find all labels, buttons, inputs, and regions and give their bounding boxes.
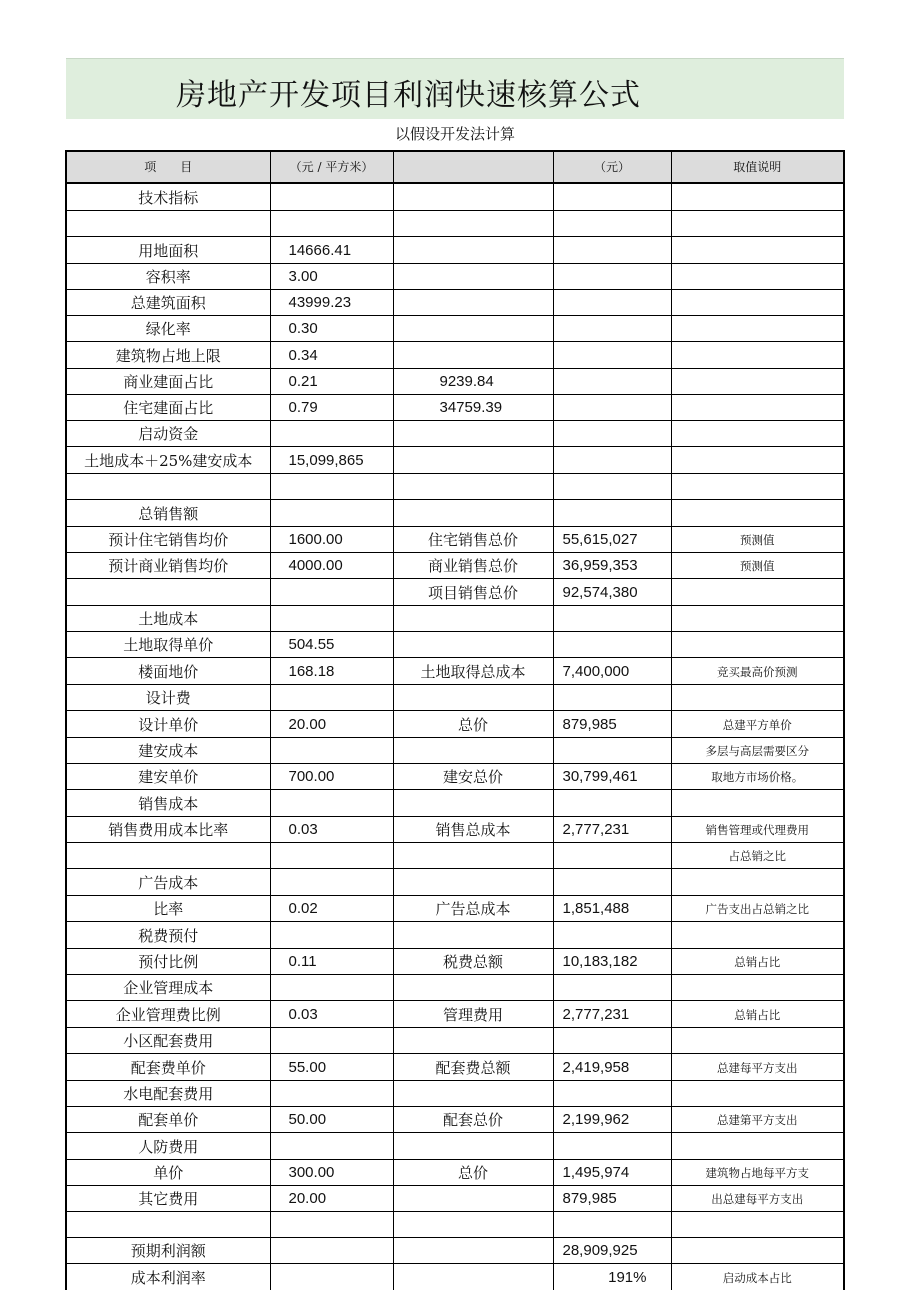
table-row <box>66 237 844 264</box>
row-label: 成本利润率 <box>66 1264 270 1291</box>
table-row <box>66 264 844 290</box>
row-total-value <box>553 869 671 896</box>
row-note: 取地方市场价格。 <box>671 764 844 790</box>
row-total-value: 1,851,488 <box>553 896 671 922</box>
row-note <box>671 211 844 237</box>
row-unit-value: 0.11 <box>270 949 393 975</box>
row-total-value: 30,799,461 <box>553 764 671 790</box>
table-row <box>66 211 844 237</box>
row-note: 广告支出占总销之比 <box>671 896 844 922</box>
row-note: 预测值 <box>671 527 844 553</box>
row-unit-value <box>270 975 393 1001</box>
row-total-value <box>553 1133 671 1160</box>
row-total-value <box>553 237 671 264</box>
row-total-value: 2,199,962 <box>553 1107 671 1133</box>
row-total-value: 36,959,353 <box>553 553 671 579</box>
row-total-value <box>553 500 671 527</box>
row-sub-label <box>393 211 553 237</box>
row-unit-value: 15,099,865 <box>270 447 393 474</box>
row-unit-value: 20.00 <box>270 1186 393 1212</box>
row-total-value <box>553 1212 671 1238</box>
row-note <box>671 264 844 290</box>
row-sub-label <box>393 264 553 290</box>
table-row <box>66 553 844 579</box>
row-total-value: 92,574,380 <box>553 579 671 606</box>
row-label: 人防费用 <box>66 1133 270 1160</box>
table-row <box>66 790 844 817</box>
row-unit-value <box>270 1028 393 1054</box>
table-row <box>66 738 844 764</box>
row-unit-value: 0.34 <box>270 342 393 369</box>
row-sub-label <box>393 685 553 711</box>
row-sub-label <box>393 738 553 764</box>
row-note <box>671 632 844 658</box>
row-sub-label <box>393 1264 553 1291</box>
row-unit-value <box>270 1264 393 1291</box>
row-note: 总建平方单价 <box>671 711 844 738</box>
profit-table <box>65 150 845 1290</box>
table-row <box>66 685 844 711</box>
page-title: 房地产开发项目利润快速核算公式 <box>176 78 641 113</box>
row-unit-value: 700.00 <box>270 764 393 790</box>
table-row <box>66 369 844 395</box>
row-total-value <box>553 474 671 500</box>
row-total-value <box>553 395 671 421</box>
header-row <box>66 151 844 183</box>
row-total-value: 55,615,027 <box>553 527 671 553</box>
row-label: 容积率 <box>66 264 270 290</box>
row-label: 启动资金 <box>66 421 270 447</box>
row-note <box>671 1133 844 1160</box>
row-unit-value: 300.00 <box>270 1160 393 1186</box>
row-sub-label <box>393 922 553 949</box>
table-row <box>66 527 844 553</box>
table-row <box>66 975 844 1001</box>
row-unit-value: 4000.00 <box>270 553 393 579</box>
row-label: 土地成本 <box>66 606 270 632</box>
row-note: 竞买最高价预测 <box>671 658 844 685</box>
row-sub-label <box>393 632 553 658</box>
header-yuan: （元） <box>553 151 671 183</box>
row-unit-value <box>270 421 393 447</box>
row-unit-value: 0.03 <box>270 817 393 843</box>
row-label: 预计住宅销售均价 <box>66 527 270 553</box>
row-total-value <box>553 290 671 316</box>
row-unit-value <box>270 869 393 896</box>
row-note <box>671 685 844 711</box>
row-sub-label <box>393 975 553 1001</box>
row-unit-value: 504.55 <box>270 632 393 658</box>
row-total-value <box>553 369 671 395</box>
row-sub-label <box>393 183 553 211</box>
row-total-value <box>553 738 671 764</box>
row-sub-label <box>393 869 553 896</box>
row-label <box>66 579 270 606</box>
row-sub-label <box>393 1028 553 1054</box>
row-sub-label: 配套费总额 <box>393 1054 553 1081</box>
table-row <box>66 579 844 606</box>
row-label: 总销售额 <box>66 500 270 527</box>
row-note <box>671 316 844 342</box>
row-label: 土地取得单价 <box>66 632 270 658</box>
row-label: 土地成本＋25%建安成本 <box>66 447 270 474</box>
row-total-value: 1,495,974 <box>553 1160 671 1186</box>
header-blank <box>393 151 553 183</box>
row-note: 总建第平方支出 <box>671 1107 844 1133</box>
row-label: 楼面地价 <box>66 658 270 685</box>
row-note <box>671 500 844 527</box>
row-sub-label <box>393 1238 553 1264</box>
row-total-value: 2,777,231 <box>553 1001 671 1028</box>
row-sub-label <box>393 1133 553 1160</box>
row-total-value <box>553 975 671 1001</box>
row-total-value <box>553 211 671 237</box>
row-total-value: 191% <box>553 1264 671 1291</box>
row-note <box>671 421 844 447</box>
row-label: 预计商业销售均价 <box>66 553 270 579</box>
row-unit-value <box>270 922 393 949</box>
row-label: 配套费单价 <box>66 1054 270 1081</box>
row-sub-label: 销售总成本 <box>393 817 553 843</box>
row-label: 单价 <box>66 1160 270 1186</box>
table-row <box>66 183 844 211</box>
row-unit-value: 55.00 <box>270 1054 393 1081</box>
row-total-value <box>553 316 671 342</box>
row-sub-label: 商业销售总价 <box>393 553 553 579</box>
table-row <box>66 1001 844 1028</box>
row-unit-value <box>270 474 393 500</box>
table-row <box>66 1107 844 1133</box>
row-sub-label: 住宅销售总价 <box>393 527 553 553</box>
table-row <box>66 290 844 316</box>
row-label: 建安单价 <box>66 764 270 790</box>
table-row <box>66 606 844 632</box>
row-unit-value: 3.00 <box>270 264 393 290</box>
row-label: 税费预付 <box>66 922 270 949</box>
row-total-value <box>553 183 671 211</box>
row-sub-label <box>393 237 553 264</box>
row-note <box>671 869 844 896</box>
row-note: 总销占比 <box>671 1001 844 1028</box>
row-note: 总销占比 <box>671 949 844 975</box>
row-label <box>66 474 270 500</box>
row-note: 预测值 <box>671 553 844 579</box>
row-note: 销售管理或代理费用 <box>671 817 844 843</box>
row-sub-label <box>393 1081 553 1107</box>
row-unit-value <box>270 211 393 237</box>
row-note <box>671 395 844 421</box>
row-sub-label: 34759.39 <box>393 395 553 421</box>
row-note <box>671 606 844 632</box>
row-label: 广告成本 <box>66 869 270 896</box>
row-sub-label <box>393 342 553 369</box>
row-label: 企业管理费比例 <box>66 1001 270 1028</box>
row-note <box>671 474 844 500</box>
row-unit-value: 0.21 <box>270 369 393 395</box>
row-sub-label: 总价 <box>393 711 553 738</box>
table-row <box>66 1028 844 1054</box>
row-total-value <box>553 447 671 474</box>
row-note <box>671 975 844 1001</box>
row-label: 企业管理成本 <box>66 975 270 1001</box>
row-sub-label <box>393 447 553 474</box>
table-row <box>66 447 844 474</box>
row-total-value: 2,777,231 <box>553 817 671 843</box>
row-label: 设计单价 <box>66 711 270 738</box>
row-sub-label: 配套总价 <box>393 1107 553 1133</box>
row-label: 技术指标 <box>66 183 270 211</box>
row-sub-label <box>393 421 553 447</box>
row-unit-value: 0.30 <box>270 316 393 342</box>
table-row <box>66 764 844 790</box>
row-label: 配套单价 <box>66 1107 270 1133</box>
row-unit-value <box>270 1212 393 1238</box>
row-total-value <box>553 1028 671 1054</box>
row-sub-label: 税费总额 <box>393 949 553 975</box>
row-note: 建筑物占地每平方支 <box>671 1160 844 1186</box>
table-row <box>66 395 844 421</box>
row-unit-value <box>270 738 393 764</box>
row-label: 其它费用 <box>66 1186 270 1212</box>
row-note <box>671 1081 844 1107</box>
table-row <box>66 1081 844 1107</box>
row-note <box>671 237 844 264</box>
row-note <box>671 447 844 474</box>
row-sub-label: 项目销售总价 <box>393 579 553 606</box>
table-row <box>66 658 844 685</box>
table-row <box>66 817 844 843</box>
row-label: 用地面积 <box>66 237 270 264</box>
table-row <box>66 632 844 658</box>
row-sub-label: 管理费用 <box>393 1001 553 1028</box>
row-label <box>66 843 270 869</box>
row-label: 建筑物占地上限 <box>66 342 270 369</box>
table-row <box>66 474 844 500</box>
row-unit-value <box>270 843 393 869</box>
row-total-value <box>553 790 671 817</box>
row-total-value <box>553 342 671 369</box>
row-label: 总建筑面积 <box>66 290 270 316</box>
table-row <box>66 1054 844 1081</box>
row-sub-label <box>393 606 553 632</box>
row-total-value: 879,985 <box>553 1186 671 1212</box>
row-unit-value <box>270 1238 393 1264</box>
row-note: 多层与高层需要区分 <box>671 738 844 764</box>
row-note: 总建每平方支出 <box>671 1054 844 1081</box>
row-label: 设计费 <box>66 685 270 711</box>
table-row <box>66 1238 844 1264</box>
table-row <box>66 421 844 447</box>
row-unit-value <box>270 1133 393 1160</box>
row-sub-label <box>393 843 553 869</box>
row-note <box>671 342 844 369</box>
row-note <box>671 790 844 817</box>
table-row <box>66 1212 844 1238</box>
row-unit-value: 0.02 <box>270 896 393 922</box>
row-sub-label <box>393 1186 553 1212</box>
row-note <box>671 1028 844 1054</box>
row-unit-value: 0.03 <box>270 1001 393 1028</box>
table-row <box>66 896 844 922</box>
table-row <box>66 1133 844 1160</box>
row-sub-label <box>393 790 553 817</box>
row-note: 出总建每平方支出 <box>671 1186 844 1212</box>
row-total-value: 28,909,925 <box>553 1238 671 1264</box>
row-sub-label <box>393 316 553 342</box>
row-label: 建安成本 <box>66 738 270 764</box>
row-sub-label <box>393 1212 553 1238</box>
row-sub-label: 9239.84 <box>393 369 553 395</box>
row-total-value <box>553 1081 671 1107</box>
row-sub-label <box>393 290 553 316</box>
row-label: 预付比例 <box>66 949 270 975</box>
table-row <box>66 711 844 738</box>
row-unit-value: 168.18 <box>270 658 393 685</box>
table-row <box>66 1264 844 1291</box>
header-note: 取值说明 <box>671 151 844 183</box>
table-row <box>66 949 844 975</box>
row-unit-value <box>270 500 393 527</box>
row-label: 销售费用成本比率 <box>66 817 270 843</box>
row-sub-label: 总价 <box>393 1160 553 1186</box>
row-unit-value <box>270 183 393 211</box>
row-label: 绿化率 <box>66 316 270 342</box>
table-row <box>66 1186 844 1212</box>
row-total-value <box>553 843 671 869</box>
row-unit-value: 43999.23 <box>270 290 393 316</box>
row-unit-value: 0.79 <box>270 395 393 421</box>
row-unit-value: 50.00 <box>270 1107 393 1133</box>
row-total-value <box>553 264 671 290</box>
page-subtitle: 以假设开发法计算 <box>394 125 515 143</box>
table-row <box>66 316 844 342</box>
row-unit-value: 1600.00 <box>270 527 393 553</box>
table-row <box>66 342 844 369</box>
table-row <box>66 500 844 527</box>
row-note <box>671 290 844 316</box>
row-note: 占总销之比 <box>671 843 844 869</box>
table-row <box>66 843 844 869</box>
row-total-value: 7,400,000 <box>553 658 671 685</box>
row-total-value: 879,985 <box>553 711 671 738</box>
row-total-value <box>553 632 671 658</box>
row-total-value <box>553 421 671 447</box>
row-label: 销售成本 <box>66 790 270 817</box>
row-total-value: 2,419,958 <box>553 1054 671 1081</box>
row-note <box>671 579 844 606</box>
row-sub-label <box>393 474 553 500</box>
row-total-value <box>553 606 671 632</box>
row-label: 比率 <box>66 896 270 922</box>
row-note <box>671 1238 844 1264</box>
row-unit-value <box>270 606 393 632</box>
row-label: 预期利润额 <box>66 1238 270 1264</box>
row-label <box>66 211 270 237</box>
row-sub-label <box>393 500 553 527</box>
row-sub-label: 广告总成本 <box>393 896 553 922</box>
row-note <box>671 183 844 211</box>
row-note <box>671 922 844 949</box>
row-label: 住宅建面占比 <box>66 395 270 421</box>
table-row <box>66 869 844 896</box>
row-unit-value <box>270 685 393 711</box>
row-unit-value <box>270 1081 393 1107</box>
table-row <box>66 1160 844 1186</box>
row-total-value: 10,183,182 <box>553 949 671 975</box>
row-label: 小区配套费用 <box>66 1028 270 1054</box>
row-sub-label: 建安总价 <box>393 764 553 790</box>
row-total-value <box>553 922 671 949</box>
row-unit-value: 20.00 <box>270 711 393 738</box>
table-row <box>66 922 844 949</box>
row-label <box>66 1212 270 1238</box>
row-label: 水电配套费用 <box>66 1081 270 1107</box>
header-unit: （元 / 平方米） <box>270 151 393 183</box>
row-unit-value: 14666.41 <box>270 237 393 264</box>
row-unit-value <box>270 579 393 606</box>
row-unit-value <box>270 790 393 817</box>
row-note <box>671 369 844 395</box>
row-label: 商业建面占比 <box>66 369 270 395</box>
row-note <box>671 1212 844 1238</box>
row-total-value <box>553 685 671 711</box>
header-item: 项 目 <box>66 151 270 183</box>
row-note: 启动成本占比 <box>671 1264 844 1291</box>
row-sub-label: 土地取得总成本 <box>393 658 553 685</box>
